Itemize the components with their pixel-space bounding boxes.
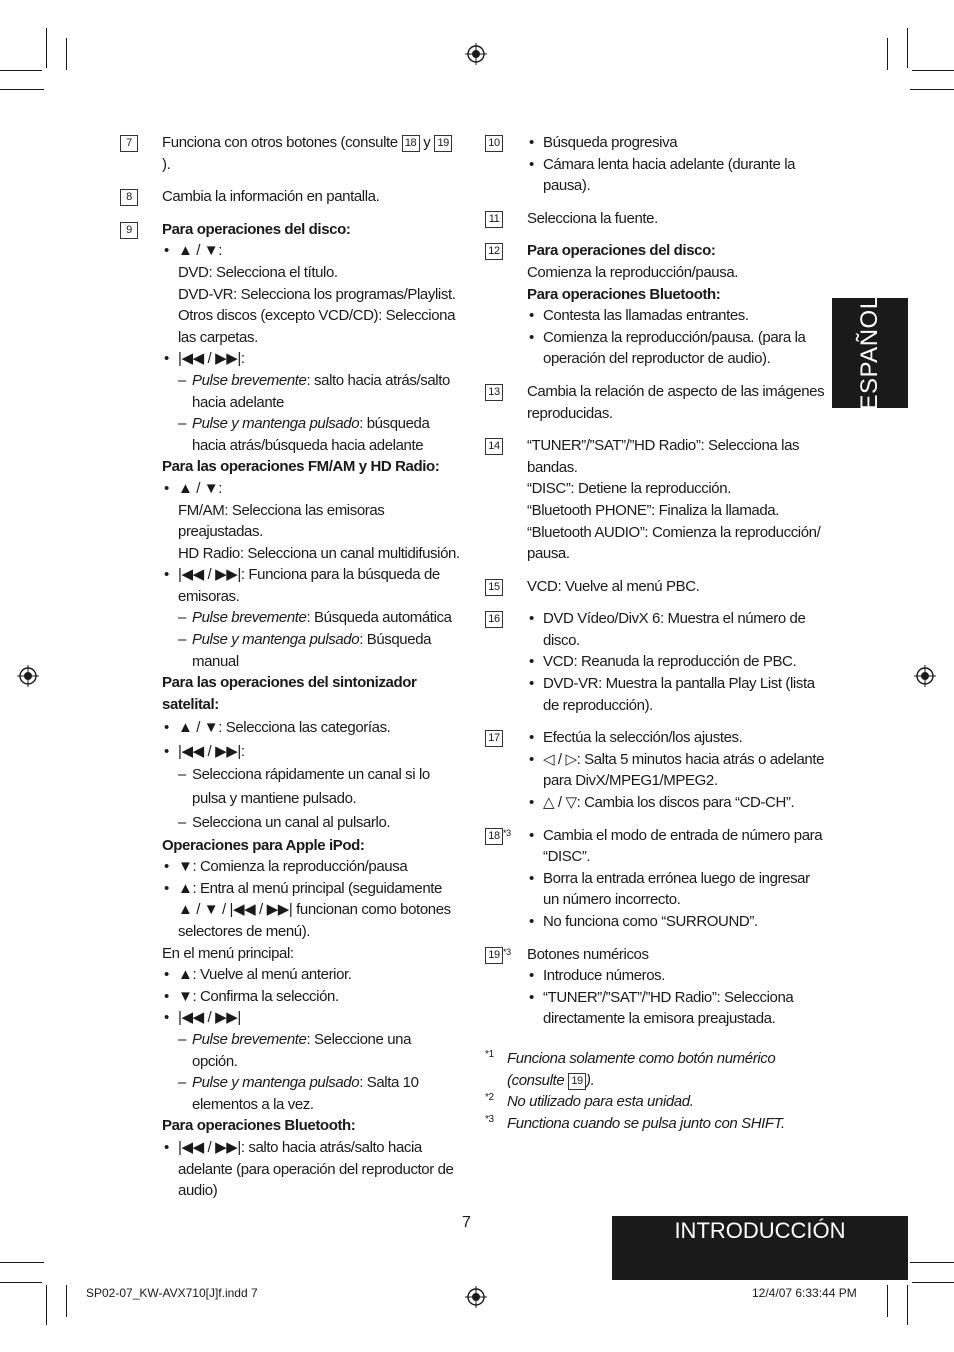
footnotes bbox=[485, 1048, 825, 1134]
bullet: • DVD-VR: Muestra la pantalla Play List (lista de reproducción). bbox=[527, 673, 825, 716]
crop-mark bbox=[907, 1285, 908, 1325]
left-column bbox=[120, 132, 460, 1213]
item-14: 14 “TUNER”/”SAT”/”HD Radio”: Selecciona las bandas. “DISC”: Detiene la reproducción. “Bluetooth PHONE”: Finaliza la llamada. “Bluetooth AUDIO”: Comienza la reproducción/ pausa. bbox=[485, 435, 825, 565]
crop-mark bbox=[66, 38, 67, 70]
bullet: • Introduce números. bbox=[527, 965, 825, 987]
bullet: • Efectúa la selección/los ajustes. bbox=[527, 727, 825, 749]
bullet: • Comienza la reproducción/pausa. (para la operación del reproductor de audio). bbox=[527, 327, 825, 370]
footnote-marker: *3 bbox=[503, 827, 511, 838]
registration-mark-icon bbox=[465, 43, 487, 65]
crop-mark bbox=[0, 1262, 44, 1263]
item-8: 8 Cambia la información en pantalla. bbox=[120, 186, 460, 208]
item-13: 13 Cambia la relación de aspecto de las imágenes reproducidas. bbox=[485, 381, 825, 424]
item-9: 9 Para operaciones del disco: • ▲ / ▼: DVD: Selecciona el título. DVD-VR: Selecciona los programas/Playlist. Otros discos (excepto VCD/CD): Selecciona las carpetas. • |◀◀ / ▶▶|: – Pulse brevemente: salto hacia atrás/salto hacia adelante – Pulse y mantenga pulsado: búsqueda hacia atrás/búsqueda hacia adelante Para las operaciones FM/AM y HD Radio: • ▲ / ▼: FM/AM: Selecciona las emisoras preajustadas. HD Radio: Selecciona un canal multidifusión. • |◀◀ / ▶▶|: Funciona para la búsqueda de emisoras. – Pulse brevemente: Búsqueda automática – Pulse y mantenga pulsado: Búsqueda manual Para las operaciones del sintonizador satelital: • ▲ / ▼: Selecciona las categorías. • |◀◀ / ▶▶|: – Selecciona rápidamente un canal si lo pulsa y mantiene pulsado. – Selecciona un canal al pulsarlo. Operaciones para Apple iPod: • ▼: Comienza la reproducción/pausa • ▲: Entra al menú principal (seguidamente ▲ / ▼ / |◀◀ / ▶▶| funcionan como botones selectores de menú). En el menú principal: • ▲: Vuelve al menú anterior. • ▼: Confirma la selección. • |◀◀ / ▶▶| – Pulse brevemente: Seleccione una opción. – Pulse y mantenga pulsado: Salta 10 elementos a la vez. Para operaciones Bluetooth: • |◀◀ / ▶▶|: salto hacia atrás/salto hacia adelante (para operación del reproductor de audio) bbox=[120, 219, 460, 1202]
bullet: • Borra la entrada errónea luego de ingresar un número incorrecto. bbox=[527, 868, 825, 911]
item-10 bbox=[485, 132, 825, 197]
registration-mark-icon bbox=[914, 665, 936, 687]
item-number: 9 bbox=[120, 222, 138, 239]
bullet: • |◀◀ / ▶▶| bbox=[162, 1007, 460, 1029]
bullet: • Contesta las llamadas entrantes. bbox=[527, 305, 825, 327]
bullet: • ◁ / ▷: Salta 5 minutos hacia atrás o adelante para DivX/MPEG1/MPEG2. bbox=[527, 749, 825, 792]
section-heading: Operaciones para Apple iPod: bbox=[162, 836, 365, 854]
bullet: • ▼: Comienza la reproducción/pausa bbox=[162, 856, 460, 878]
item-7: 7 Funciona con otros botones (consulte 18 y 19). bbox=[120, 132, 460, 175]
footnote: *3 Functiona cuando se pulsa junto con SHIFT. bbox=[485, 1113, 785, 1132]
crop-mark bbox=[907, 28, 908, 68]
crop-mark bbox=[910, 89, 954, 90]
crop-mark bbox=[0, 89, 44, 90]
item-11: 11 Selecciona la fuente. bbox=[485, 208, 825, 230]
bullet: • ▲ / ▼: bbox=[162, 478, 460, 500]
bullet: • Cámara lenta hacia adelante (durante la pausa). bbox=[527, 154, 825, 197]
bullet: • ▲: Vuelve al menú anterior. bbox=[162, 964, 460, 986]
item-number: 13 bbox=[485, 384, 503, 401]
item-number: 11 bbox=[485, 211, 503, 228]
item-number: 14 bbox=[485, 438, 503, 455]
crop-mark bbox=[46, 1285, 47, 1325]
footer-date: 12/4/07 6:33:44 PM bbox=[752, 1286, 857, 1300]
footnote-marker: *3 bbox=[503, 946, 511, 957]
section-heading: Para operaciones del disco: bbox=[162, 220, 351, 238]
bullet: • ▲ / ▼: bbox=[162, 240, 460, 262]
bullet: • △ / ▽: Cambia los discos para “CD-CH”. bbox=[527, 792, 825, 814]
item-number: 7 bbox=[120, 135, 138, 152]
bullet: • ▲ / ▼: Selecciona las categorías. bbox=[162, 717, 460, 739]
item-19: 19 *3 Botones numéricos • Introduce números. • “TUNER”/”SAT”/”HD Radio”: Selecciona directamente la emisora preajustada. bbox=[485, 944, 825, 1030]
right-column bbox=[485, 132, 825, 1134]
footer-filename: SP02-07_KW-AVX710[J]f.indd 7 bbox=[86, 1286, 258, 1300]
footnote: *2 No utilizado para esta unidad. bbox=[485, 1092, 694, 1111]
bullet: • |◀◀ / ▶▶|: salto hacia atrás/salto hacia adelante (para operación del reproductor de audio) bbox=[162, 1137, 460, 1202]
bullet: • No funciona como “SURROUND”. bbox=[527, 911, 825, 933]
item-17 bbox=[485, 727, 825, 813]
item-12: 12 Para operaciones del disco: Comienza la reproducción/pausa. Para operaciones Bluetooth: • Contesta las llamadas entrantes. • Comienza la reproducción/pausa. (para la operación del reproductor de audio). bbox=[485, 240, 825, 370]
item-15: 15 VCD: Vuelve al menú PBC. bbox=[485, 576, 825, 598]
crop-mark bbox=[912, 70, 954, 71]
item-number: 12 bbox=[485, 243, 503, 260]
section-heading: Para las operaciones del sintonizador satelital: bbox=[162, 674, 417, 713]
registration-mark-icon bbox=[17, 665, 39, 687]
bullet: • VCD: Reanuda la reproducción de PBC. bbox=[527, 651, 825, 673]
bullet: • Cambia el modo de entrada de número para “DISC”. bbox=[527, 825, 825, 868]
section-heading: Para operaciones Bluetooth: bbox=[162, 1117, 356, 1135]
ref-number: 18 bbox=[402, 135, 420, 152]
bullet: • ▼: Confirma la selección. bbox=[162, 986, 460, 1008]
crop-mark bbox=[66, 1285, 67, 1317]
item-16 bbox=[485, 608, 825, 716]
footnote: *1 Funciona solamente como botón numérico (consulte 19 ). bbox=[485, 1048, 776, 1089]
bullet: • DVD Vídeo/DivX 6: Muestra el número de disco. bbox=[527, 608, 825, 651]
bullet: • |◀◀ / ▶▶|: bbox=[162, 741, 460, 763]
crop-mark bbox=[46, 28, 47, 68]
item-number: 15 bbox=[485, 579, 503, 596]
crop-mark bbox=[887, 38, 888, 70]
section-heading: Para operaciones del disco: bbox=[527, 242, 716, 260]
item-number: 18 bbox=[485, 828, 503, 845]
page-number: 7 bbox=[462, 1214, 471, 1231]
section-heading: Para operaciones Bluetooth: bbox=[527, 285, 721, 303]
section-tab: INTRODUCCIÓN bbox=[612, 1216, 908, 1280]
crop-mark bbox=[887, 1285, 888, 1317]
item-number: 10 bbox=[485, 135, 503, 152]
ref-number: 19 bbox=[434, 135, 452, 152]
item-number: 8 bbox=[120, 189, 138, 206]
item-number: 19 bbox=[485, 947, 503, 964]
bullet: • “TUNER”/”SAT”/”HD Radio”: Selecciona directamente la emisora preajustada. bbox=[527, 987, 825, 1030]
bullet: • Búsqueda progresiva bbox=[527, 132, 825, 154]
item-number: 16 bbox=[485, 611, 503, 628]
item-number: 17 bbox=[485, 730, 503, 747]
language-tab: ESPAÑOL bbox=[832, 298, 908, 408]
item-18 bbox=[485, 825, 825, 933]
crop-mark bbox=[910, 1262, 954, 1263]
bullet: • |◀◀ / ▶▶|: Funciona para la búsqueda de emisoras. bbox=[162, 564, 460, 607]
crop-mark bbox=[912, 1282, 954, 1283]
crop-mark bbox=[0, 70, 42, 71]
bullet: • ▲: Entra al menú principal (seguidamente ▲ / ▼ / |◀◀ / ▶▶| funcionan como botones selectores de menú). bbox=[162, 878, 460, 943]
ref-number: 19 bbox=[568, 1073, 586, 1090]
section-heading: Para las operaciones FM/AM y HD Radio: bbox=[162, 458, 440, 476]
crop-mark bbox=[0, 1282, 42, 1283]
registration-mark-icon bbox=[465, 1286, 487, 1308]
bullet: • |◀◀ / ▶▶|: bbox=[162, 348, 460, 370]
